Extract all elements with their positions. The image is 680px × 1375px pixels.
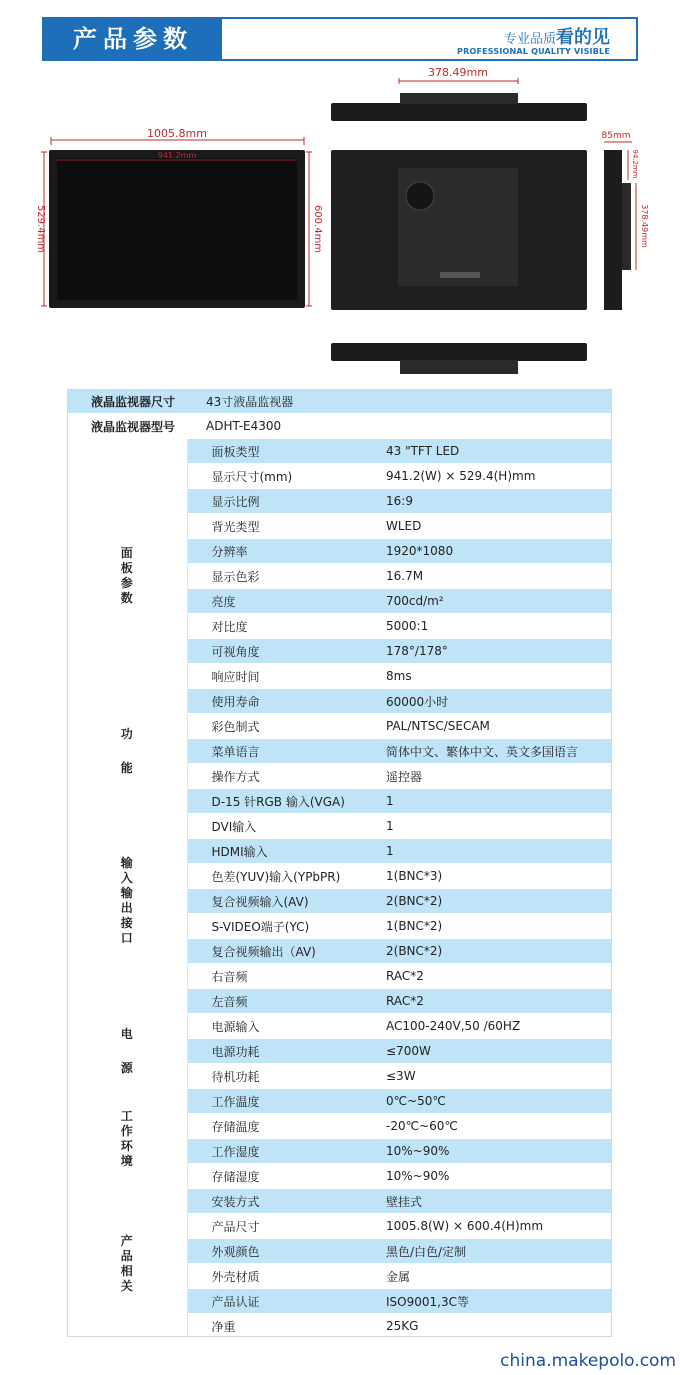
spec-name: 净重 — [187, 1314, 367, 1339]
spec-name: HDMI输入 — [187, 839, 367, 864]
spec-value: 16:9 — [367, 489, 612, 514]
spec-value: 遥控器 — [367, 764, 612, 789]
spec-name: 显示色彩 — [187, 564, 367, 589]
top-view — [331, 78, 587, 121]
spec-name: 操作方式 — [187, 764, 367, 789]
bottom-view — [331, 343, 587, 374]
spec-name: 外壳材质 — [187, 1264, 367, 1289]
model-label: 液晶监视器型号 — [67, 414, 187, 439]
spec-value: 1005.8(W) × 600.4(H)mm — [367, 1214, 612, 1239]
spec-value: 2(BNC*2) — [367, 939, 612, 964]
spec-value: 700cd/m² — [367, 589, 612, 614]
table-row — [67, 414, 612, 439]
size-value: 43寸液晶监视器 — [187, 389, 612, 414]
spec-value: AC100-240V,50 /60HZ — [367, 1014, 612, 1039]
spec-name: 安装方式 — [187, 1189, 367, 1214]
page-title: 产品参数 — [44, 19, 222, 59]
spec-value: 黑色/白色/定制 — [367, 1239, 612, 1264]
section-label-text: 工作环境 — [120, 1108, 133, 1168]
spec-value: 1 — [367, 839, 612, 864]
spec-value: PAL/NTSC/SECAM — [367, 714, 612, 739]
top-width-label: 378.49mm — [428, 66, 488, 79]
spec-name: 背光类型 — [187, 514, 367, 539]
section-label-text: 功能 — [120, 727, 133, 775]
spec-name: 工作温度 — [187, 1089, 367, 1114]
spec-name: 对比度 — [187, 614, 367, 639]
spec-value: 2(BNC*2) — [367, 889, 612, 914]
spec-value: 1(BNC*3) — [367, 864, 612, 889]
spec-name: 产品尺寸 — [187, 1214, 367, 1239]
side-small-label: 94.2mm — [631, 149, 639, 179]
spec-name: 彩色制式 — [187, 714, 367, 739]
table-row — [67, 1014, 612, 1039]
spec-value: ≤700W — [367, 1039, 612, 1064]
model-value: ADHT-E4300 — [187, 414, 612, 439]
spec-name: DVI输入 — [187, 814, 367, 839]
spec-name: 可视角度 — [187, 639, 367, 664]
spec-value: 1 — [367, 814, 612, 839]
spec-value: 178°/178° — [367, 639, 612, 664]
size-label: 液晶监视器尺寸 — [67, 389, 187, 414]
spec-value: 1(BNC*2) — [367, 914, 612, 939]
spec-value: 1920*1080 — [367, 539, 612, 564]
section-label-text: 输入输出接口 — [120, 856, 133, 945]
spec-value: RAC*2 — [367, 989, 612, 1014]
side-depth-label: 85mm — [601, 131, 631, 141]
spec-value: 5000:1 — [367, 614, 612, 639]
section-label — [67, 1189, 187, 1339]
section-label — [67, 1089, 187, 1189]
spec-name: 色差(YUV)输入(YPbPR) — [187, 864, 367, 889]
spec-name: 分辨率 — [187, 539, 367, 564]
spec-name: 面板类型 — [187, 439, 367, 464]
spec-value: ≤3W — [367, 1064, 612, 1089]
spec-name: 外观颜色 — [187, 1239, 367, 1264]
table-row — [67, 714, 612, 739]
spec-table — [67, 389, 612, 1339]
front-width-label: 1005.8mm — [147, 127, 207, 140]
spec-name: 右音频 — [187, 964, 367, 989]
spec-value: 941.2(W) × 529.4(H)mm — [367, 464, 612, 489]
spec-value: 43 "TFT LED — [367, 439, 612, 464]
spec-name: 响应时间 — [187, 664, 367, 689]
section-label-text: 面板参数 — [120, 546, 133, 605]
spec-value: 0℃~50℃ — [367, 1089, 612, 1114]
spec-value: 10%~90% — [367, 1139, 612, 1164]
spec-value: ISO9001,3C等 — [367, 1289, 612, 1314]
table-row — [67, 439, 612, 464]
spec-value: 10%~90% — [367, 1164, 612, 1189]
product-drawings — [0, 0, 680, 385]
slogan-english: PROFESSIONAL QUALITY VISIBLE — [457, 47, 610, 56]
front-height-left-label: 529.4mm — [35, 204, 46, 254]
spec-name: 左音频 — [187, 989, 367, 1014]
spec-name: 电源输入 — [187, 1014, 367, 1039]
spec-name: 显示比例 — [187, 489, 367, 514]
table-row — [67, 389, 612, 414]
front-inner-width-label: 941.2mm — [157, 151, 197, 160]
back-view — [331, 150, 587, 310]
spec-name: 待机功耗 — [187, 1064, 367, 1089]
spec-value: WLED — [367, 514, 612, 539]
section-label — [67, 714, 187, 789]
spec-value: 8ms — [367, 664, 612, 689]
spec-name: D-15 针RGB 输入(VGA) — [187, 789, 367, 814]
spec-value: 简体中文、繁体中文、英文多国语言 — [367, 739, 612, 764]
side-height-label: 378.49mm — [640, 204, 649, 248]
spec-name: S-VIDEO端子(YC) — [187, 914, 367, 939]
spec-name: 电源功耗 — [187, 1039, 367, 1064]
spec-value: 25KG — [367, 1314, 612, 1339]
table-row — [67, 789, 612, 814]
section-label — [67, 439, 187, 714]
spec-name: 存储温度 — [187, 1114, 367, 1139]
spec-name: 使用寿命 — [187, 689, 367, 714]
spec-name: 复合视频输入(AV) — [187, 889, 367, 914]
watermark: china.makepolo.com — [500, 1351, 676, 1371]
spec-value: 1 — [367, 789, 612, 814]
spec-value: -20℃~60℃ — [367, 1114, 612, 1139]
spec-name: 工作湿度 — [187, 1139, 367, 1164]
slogan-prefix: 专业品质 — [503, 32, 556, 47]
spec-value: 金属 — [367, 1264, 612, 1289]
spec-name: 产品认证 — [187, 1289, 367, 1314]
section-label — [67, 789, 187, 1014]
table-row — [67, 1089, 612, 1114]
spec-value: 16.7M — [367, 564, 612, 589]
front-height-right-label: 600.4mm — [312, 204, 323, 254]
spec-name: 复合视频输出（AV) — [187, 939, 367, 964]
section-label — [67, 1014, 187, 1089]
spec-name: 显示尺寸(mm) — [187, 464, 367, 489]
front-view — [41, 137, 312, 308]
spec-value: RAC*2 — [367, 964, 612, 989]
slogan-main: 看的见 — [556, 27, 610, 48]
spec-name: 存储湿度 — [187, 1164, 367, 1189]
section-label-text: 电源 — [120, 1027, 133, 1075]
spec-name: 亮度 — [187, 589, 367, 614]
table-row — [67, 1189, 612, 1214]
section-label-text: 产品相关 — [120, 1233, 133, 1293]
spec-value: 60000小时 — [367, 689, 612, 714]
spec-value: 壁挂式 — [367, 1189, 612, 1214]
spec-name: 菜单语言 — [187, 739, 367, 764]
